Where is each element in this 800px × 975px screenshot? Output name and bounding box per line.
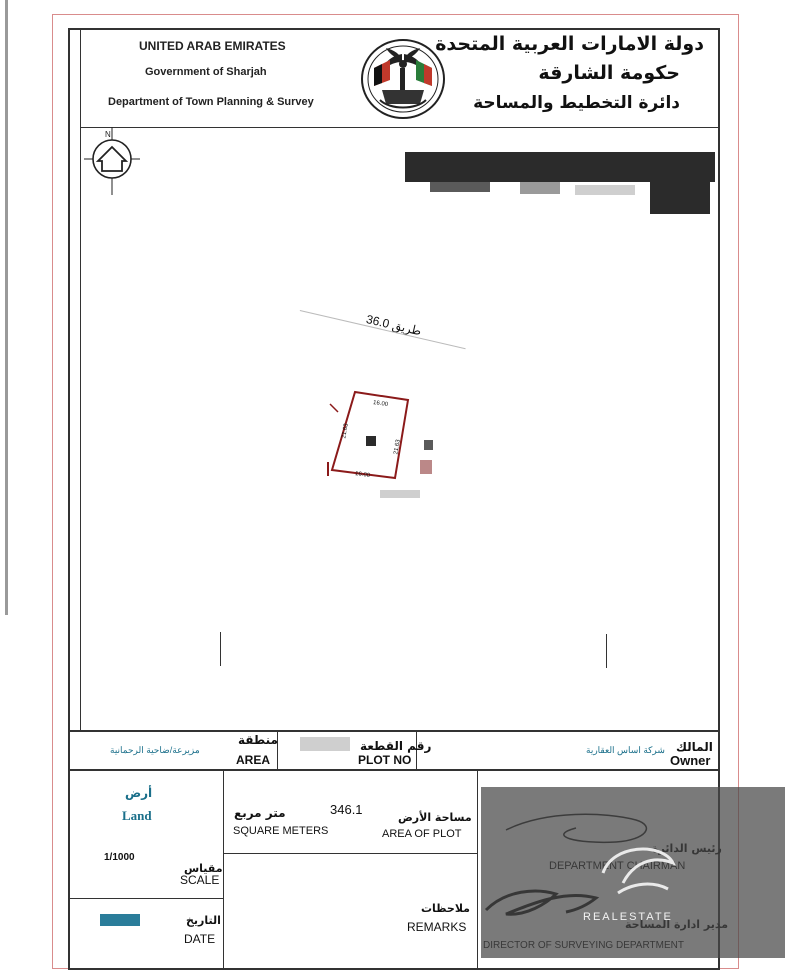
remarks-label-en: REMARKS xyxy=(407,920,467,934)
date-redaction xyxy=(100,914,140,926)
plot-label-ar: رقم القطعة xyxy=(360,739,432,753)
north-arrow-icon xyxy=(84,125,140,202)
land-type-en: Land xyxy=(122,808,152,823)
scale-label-en: SCALE xyxy=(180,873,220,887)
scale-value: 1/1000 xyxy=(104,852,135,863)
watermark-panel xyxy=(481,787,785,958)
department-ar: دائرة التخطيط والمساحة xyxy=(473,93,680,113)
owner-label-ar: المالك xyxy=(676,740,713,754)
plan-tick-left xyxy=(220,632,221,666)
owner-value: شركة اساس العقارية xyxy=(586,745,665,755)
scan-edge-line xyxy=(5,0,8,615)
header-separator xyxy=(80,127,720,128)
area-of-plot-en: AREA OF PLOT xyxy=(382,828,462,840)
plot-redaction-center xyxy=(366,436,376,446)
date-label-ar: التاريخ xyxy=(186,914,221,927)
land-type-ar: أرض xyxy=(125,786,153,800)
area-label-ar: منطقة xyxy=(238,733,278,747)
plot-dim-top: 16.00 xyxy=(372,399,389,409)
date-label-en: DATE xyxy=(184,932,216,946)
sharjah-emblem-icon xyxy=(360,38,446,125)
country-en: UNITED ARAB EMIRATES xyxy=(139,39,286,53)
square-meters-ar: متر مربع xyxy=(234,806,286,820)
government-ar: حكومة الشارقة xyxy=(538,62,680,84)
form-mid-rule xyxy=(223,853,477,854)
plot-area-value: 346.1 xyxy=(330,802,363,817)
government-en: Government of Sharjah xyxy=(145,66,267,78)
form-col1-rule xyxy=(223,770,224,970)
redacted-block-1 xyxy=(405,152,715,182)
form-scale-rule xyxy=(68,898,223,899)
square-meters-en: SQUARE METERS xyxy=(233,825,329,837)
plot-redaction-right-2 xyxy=(420,460,432,474)
plot-no-redaction xyxy=(300,737,350,751)
area-value: مزيرعة/ضاحية الرحمانية xyxy=(110,745,200,755)
plan-tick-right xyxy=(606,634,607,668)
plot-dim-right: 21.63 xyxy=(393,439,402,455)
form-col2-rule xyxy=(477,770,478,970)
watermark-text: REALESTATE xyxy=(583,911,673,923)
redacted-block-3 xyxy=(520,182,560,194)
area-of-plot-ar: مساحة الأرض xyxy=(398,811,472,824)
watermark-logo-icon xyxy=(481,787,785,958)
plan-left-rule xyxy=(80,128,81,730)
plot-redaction-right-1 xyxy=(424,440,433,450)
header-left-rule xyxy=(80,28,81,128)
redacted-block-2 xyxy=(430,182,490,192)
plot-label-en: PLOT NO xyxy=(358,753,412,767)
redacted-block-4 xyxy=(650,180,710,214)
road-label: 36.0 طريق xyxy=(364,312,423,339)
form-top-rule xyxy=(68,730,720,732)
scale-label-ar: مقياس xyxy=(184,862,223,875)
remarks-label-ar: ملاحظات xyxy=(421,902,470,915)
svg-text:N: N xyxy=(105,130,111,139)
form-row1-rule xyxy=(68,769,720,771)
department-en: Department of Town Planning & Survey xyxy=(108,96,314,108)
area-label-en: AREA xyxy=(236,753,271,767)
plot-dim-left: 21.63 xyxy=(341,423,350,439)
country-ar: دولة الامارات العربية المتحدة xyxy=(435,33,704,55)
owner-label-en: Owner xyxy=(670,753,711,768)
plot-dim-bottom: 16.00 xyxy=(354,470,371,480)
redacted-block-5 xyxy=(575,185,635,195)
plot-redaction-bottom xyxy=(380,490,420,498)
